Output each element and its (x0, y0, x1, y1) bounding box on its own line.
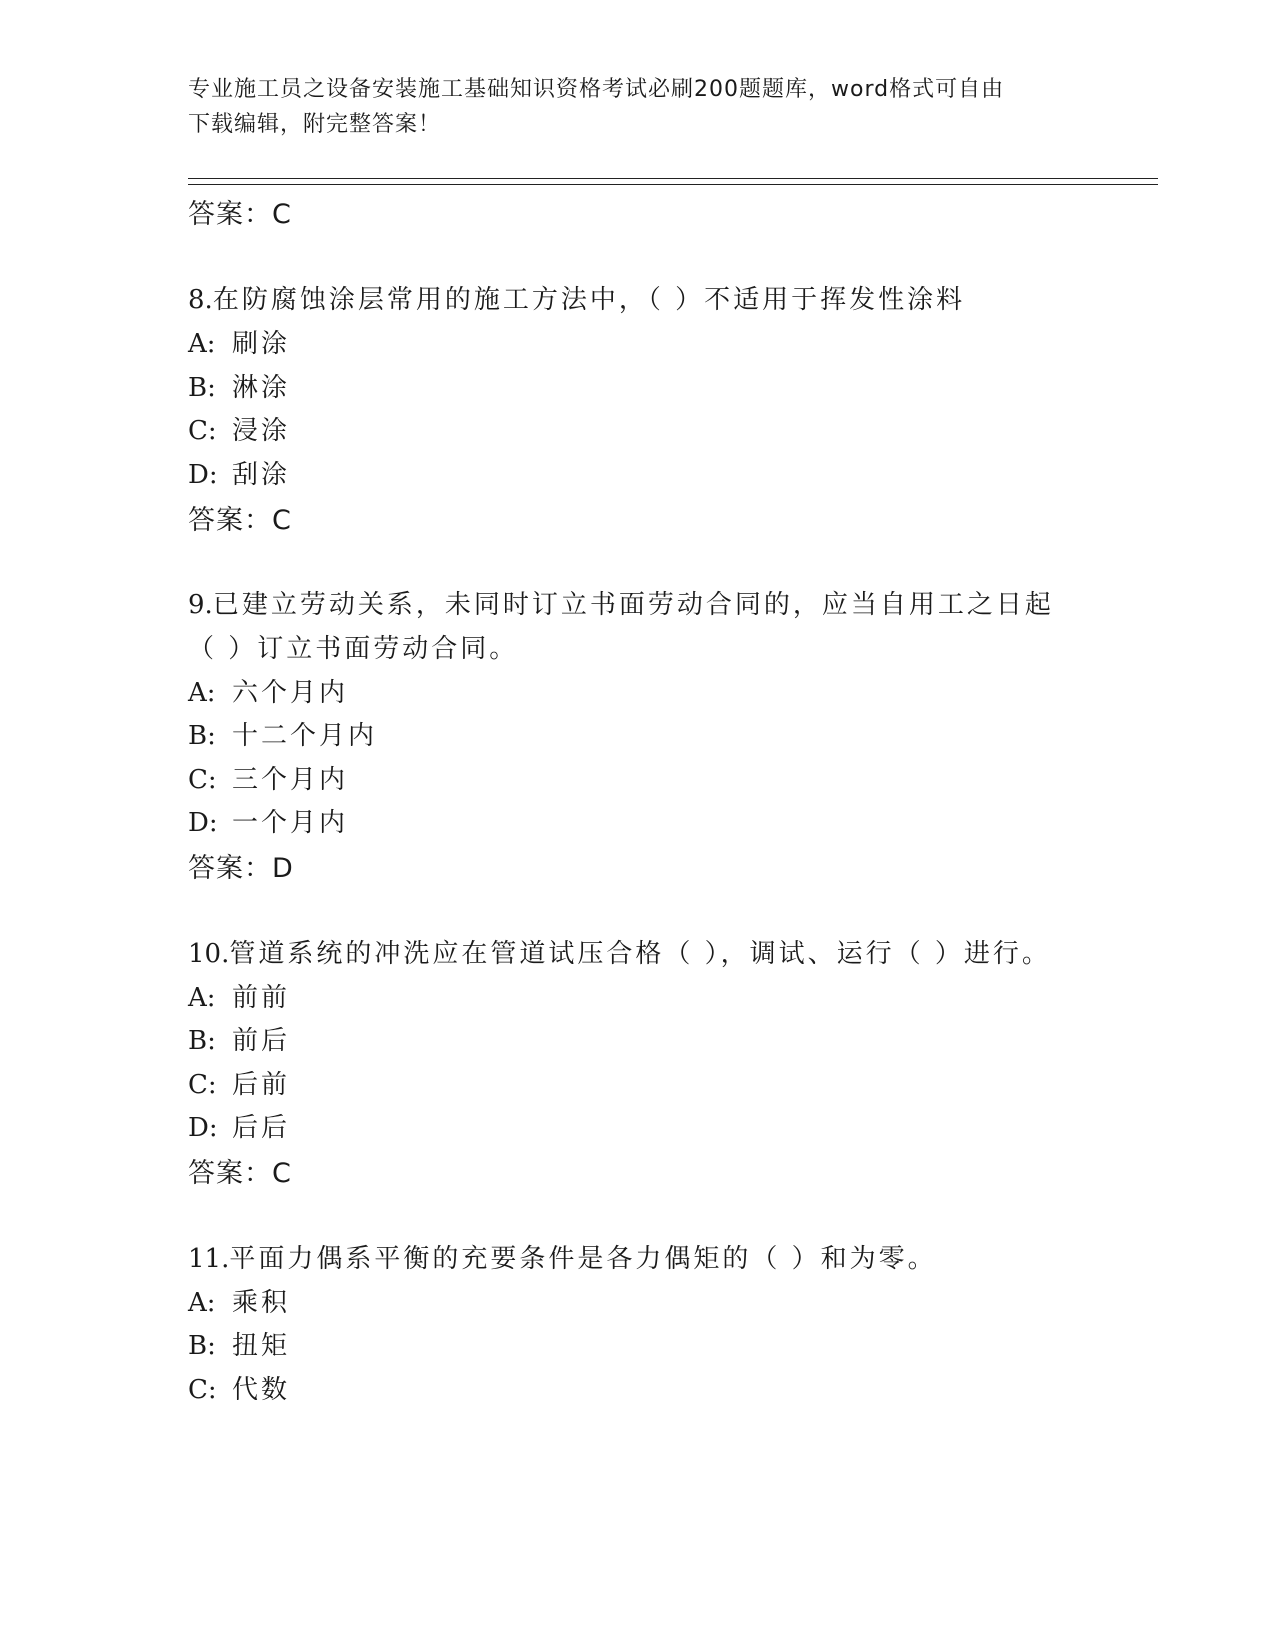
option-text: 扭矩 (232, 1331, 291, 1361)
option-letter: C: (188, 416, 217, 446)
option-text: 浸涂 (232, 416, 291, 446)
question-10-option-d (188, 1107, 290, 1144)
question-number: 10. (188, 939, 230, 969)
previous-answer: 答案：C (188, 199, 292, 230)
option-letter: D: (188, 460, 218, 490)
question-11-option-a (188, 1282, 290, 1319)
option-letter: D: (188, 1113, 218, 1143)
question-11-option-c (188, 1369, 290, 1406)
question-text: 在防腐蚀涂层常用的施工方法中，（ ）不适用于挥发性涂料 (212, 285, 966, 315)
question-10-option-a (188, 977, 290, 1014)
question-number: 11. (188, 1244, 230, 1274)
option-letter: C: (188, 765, 217, 795)
question-11-option-b (188, 1325, 290, 1362)
question-8-option-b (188, 367, 290, 404)
question-8-option-d (188, 454, 290, 491)
option-letter: C: (188, 1070, 217, 1100)
option-letter: A: (188, 678, 216, 708)
option-text: 乘积 (232, 1288, 291, 1318)
option-letter: A: (188, 1288, 216, 1318)
question-9-option-b (188, 715, 377, 752)
question-8-answer: 答案：C (188, 505, 292, 536)
option-text: 十二个月内 (232, 721, 378, 751)
option-letter: D: (188, 808, 218, 838)
question-text: 已建立劳动关系，未同时订立书面劳动合同的，应当自用工之日起 (212, 590, 1054, 620)
question-number: 9. (188, 590, 213, 620)
option-letter: B: (188, 373, 216, 403)
question-number: 8. (188, 285, 213, 315)
question-9-option-d (188, 802, 348, 839)
question-10-answer: 答案：C (188, 1158, 292, 1189)
option-text: 三个月内 (232, 765, 349, 795)
option-text: 六个月内 (232, 678, 349, 708)
question-11-stem (188, 1238, 937, 1275)
option-text: 后后 (232, 1113, 291, 1143)
document-header (188, 72, 1088, 142)
question-8-option-c (188, 410, 290, 447)
question-10-option-c (188, 1064, 290, 1101)
option-letter: B: (188, 1331, 216, 1361)
option-text: 前前 (232, 983, 291, 1013)
option-letter: C: (188, 1375, 217, 1405)
option-text: 后前 (232, 1070, 291, 1100)
option-letter: A: (188, 329, 216, 359)
question-9-stem (188, 584, 1054, 621)
question-9-answer: 答案：D (188, 853, 294, 884)
header-title-line2: 下载编辑，附完整答案！ (188, 112, 442, 137)
option-text: 前后 (232, 1026, 291, 1056)
option-text: 刮涂 (232, 460, 291, 490)
question-10-stem (188, 933, 1051, 970)
option-letter: B: (188, 1026, 216, 1056)
option-text: 刷涂 (232, 329, 291, 359)
header-divider-bottom (188, 184, 1158, 185)
header-title-line1: 专业施工员之设备安装施工基础知识资格考试必刷200题题库，word格式可自由 (188, 77, 1005, 102)
header-divider-top (188, 178, 1158, 179)
question-text: 管道系统的冲洗应在管道试压合格（ ），调试、运行（ ）进行。 (229, 939, 1051, 969)
option-text: 淋涂 (232, 373, 291, 403)
question-9-stem-continued: （ ）订立书面劳动合同。 (188, 634, 519, 664)
question-text: 平面力偶系平衡的充要条件是各力偶矩的（ ）和为零。 (229, 1244, 937, 1274)
question-8-stem (188, 279, 965, 316)
question-10-option-b (188, 1020, 290, 1057)
question-9-option-a (188, 672, 348, 709)
option-text: 一个月内 (232, 808, 349, 838)
question-8-option-a (188, 323, 290, 360)
question-9-option-c (188, 759, 348, 796)
option-letter: A: (188, 983, 216, 1013)
option-text: 代数 (232, 1375, 291, 1405)
option-letter: B: (188, 721, 216, 751)
